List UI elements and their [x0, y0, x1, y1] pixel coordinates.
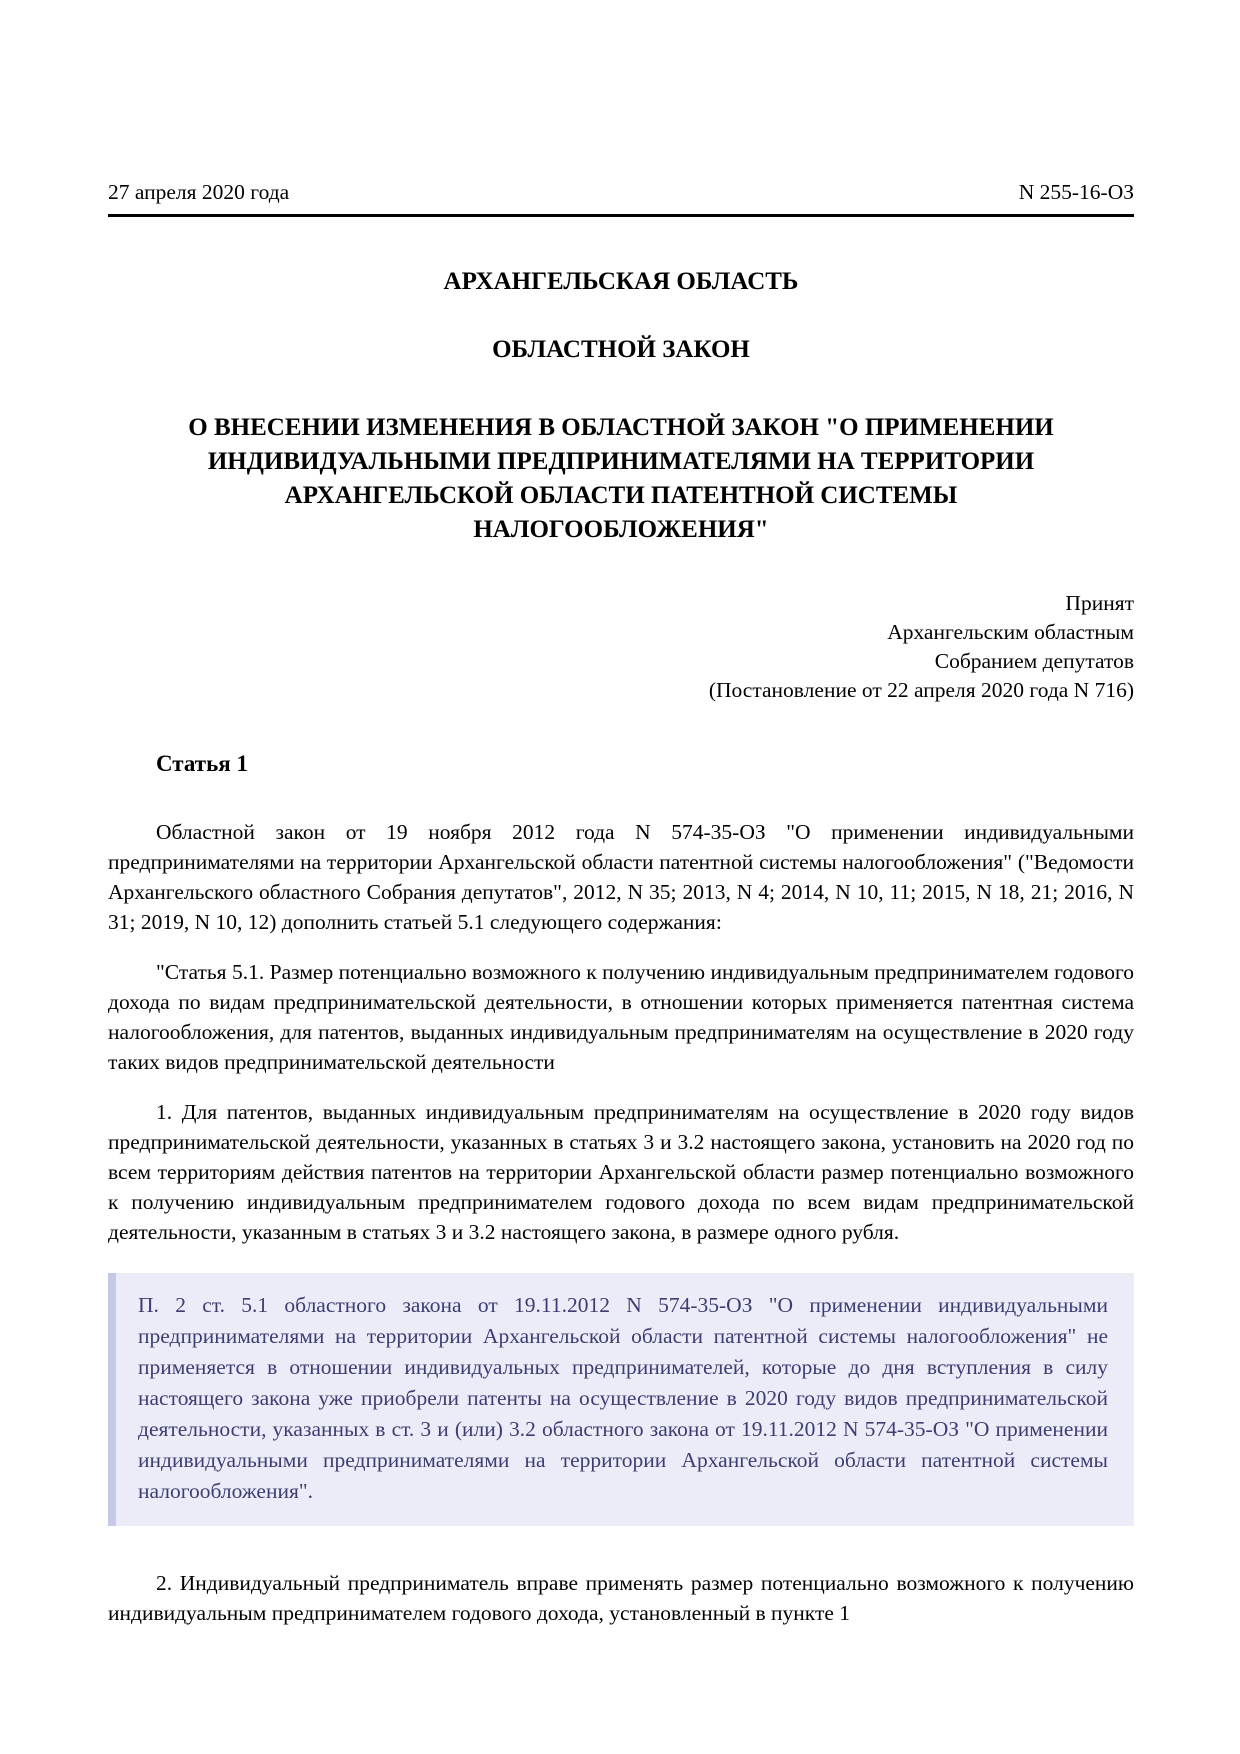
adoption-line: Архангельским областным	[887, 620, 1134, 644]
document-number: N 255-16-ОЗ	[1018, 180, 1134, 204]
paragraph-intro: Областной закон от 19 ноября 2012 года N 574-35-ОЗ "О применении индивидуальными предпринимателями на территории Архангельской области патентной системы налогообложения" ("Ведомости Архангельского областного Собрания депутатов", 2012, N 35; 2013, N 4; 2014, N 10, 11; 2015, N 18, 21; 2016, N 31; 2019, N 10, 12) дополнить статьей 5.1 следующего содержания:	[108, 820, 1134, 934]
region-heading: АРХАНГЕЛЬСКАЯ ОБЛАСТЬ	[443, 268, 799, 295]
adoption-block	[108, 589, 1134, 705]
paragraph-article-5-1: "Статья 5.1. Размер потенциально возможного к получению индивидуальным предпринимателем годового дохода по видам предпринимательской деятельности, в отношении которых применяется патентная система налогообложения, для патентов, выданных индивидуальным предпринимателям на осуществление в 2020 году таких видов предпринимательской деятельности	[108, 960, 1134, 1074]
paragraph-point-2: 2. Индивидуальный предприниматель вправе применять размер потенциально возможного к получению индивидуальным предпринимателем годового дохода, установленный в пункте 1	[108, 1571, 1134, 1625]
legal-note-box: П. 2 ст. 5.1 областного закона от 19.11.2012 N 574-35-ОЗ "О применении индивидуальными предпринимателями на территории Архангельской области патентной системы налогообложения" не применяется в отношении индивидуальных предпринимателей, которые до дня вступления в силу настоящего закона уже приобрели патенты на осуществление в 2020 году видов предпринимательской деятельности, указанных в ст. 3 и (или) 3.2 областного закона от 19.11.2012 N 574-35-ОЗ "О применении индивидуальными предпринимателями на территории Архангельской области патентной системы налогообложения".	[108, 1273, 1134, 1526]
document-date: 27 апреля 2020 года	[108, 180, 290, 204]
document-title: О ВНЕСЕНИИ ИЗМЕНЕНИЯ В ОБЛАСТНОЙ ЗАКОН "О ПРИМЕНЕНИИ ИНДИВИДУАЛЬНЫМИ ПРЕДПРИНИМАТЕЛЯМИ НА ТЕРРИТОРИИ АРХАНГЕЛЬСКОЙ ОБЛАСТИ ПАТЕНТНОЙ СИСТЕМЫ НАЛОГООБЛОЖЕНИЯ"	[188, 414, 1054, 543]
adoption-line: Собранием депутатов	[934, 649, 1134, 673]
header-divider	[108, 214, 1134, 217]
adoption-line: Принят	[1065, 591, 1134, 615]
paragraph-point-1: 1. Для патентов, выданных индивидуальным предпринимателям на осуществление в 2020 году видов предпринимательской деятельности, указанных в статьях 3 и 3.2 настоящего закона, установить на 2020 год по всем территориям действия патентов на территории Архангельской области размер потенциально возможного к получению индивидуальным предпринимателем годового дохода по всем видам предпринимательской деятельности, указанным в статьях 3 и 3.2 настоящего закона, в размере одного рубля.	[108, 1100, 1134, 1244]
adoption-line: (Постановление от 22 апреля 2020 года N 716)	[708, 678, 1134, 702]
document-header	[108, 180, 1134, 204]
article-1-heading: Статья 1	[156, 751, 248, 776]
doc-type-heading: ОБЛАСТНОЙ ЗАКОН	[492, 336, 750, 363]
